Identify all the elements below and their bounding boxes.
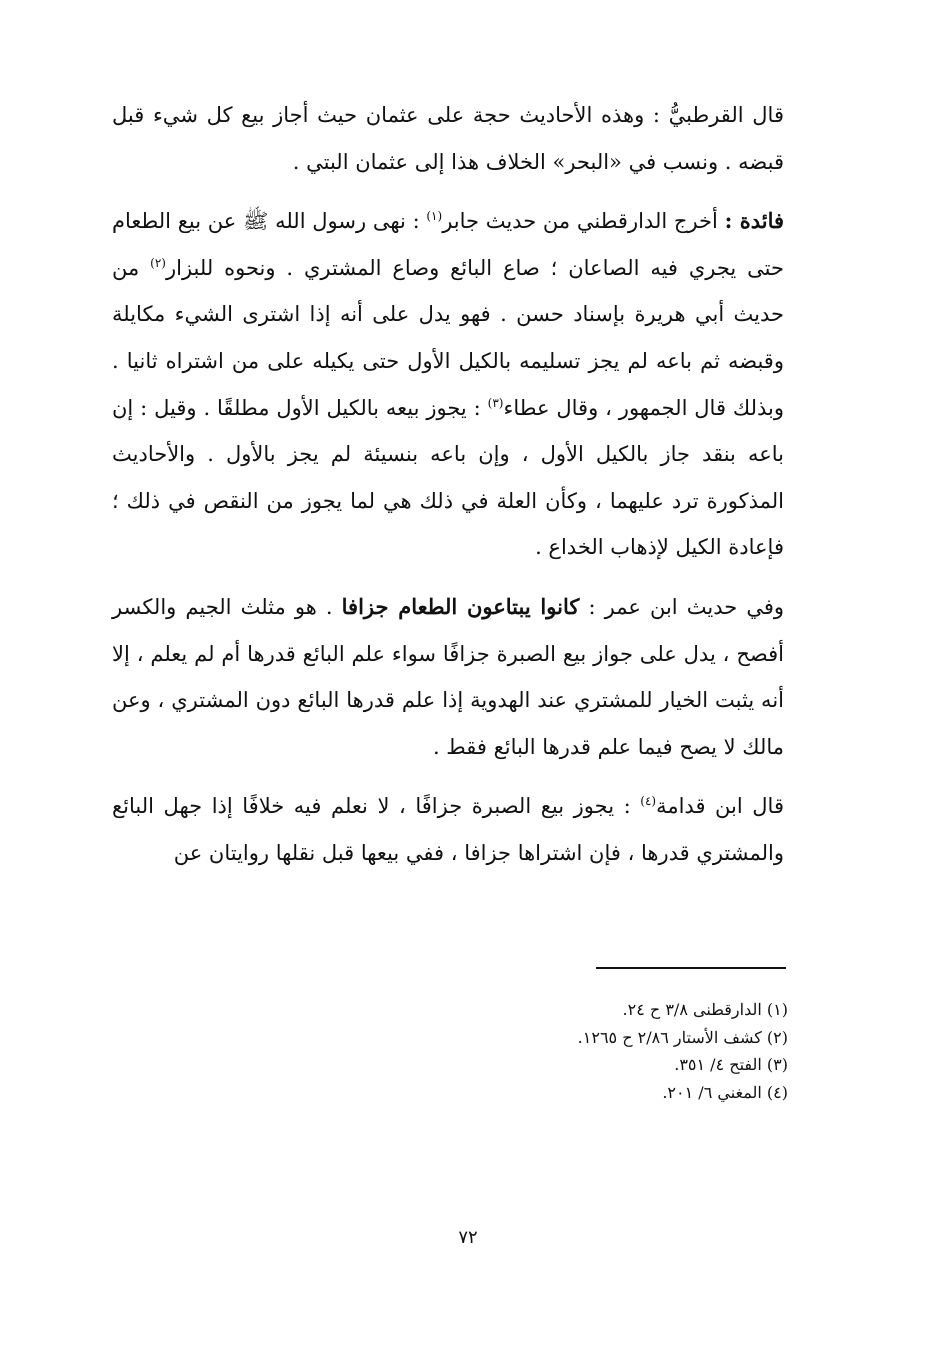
footnote-2: (٢) كشف الأستار ٢/٨٦ ح ١٢٦٥. (577, 1027, 788, 1047)
paragraph-text: قال القرطبيُّ : وهذه الأحاديث حجة على عثمان حيث أجاز بيع كل شيء قبل قبضه . ونسب في «البحر» الخلاف هذا إلى عثمان البتي . (112, 103, 784, 174)
hadith-quote: كانوا يبتاعون الطعام جزافا (341, 593, 580, 619)
footnote-ref-4[interactable]: (٤) (640, 794, 657, 809)
main-text (112, 92, 784, 877)
paragraph-text: : نهى رسول الله ﷺ عن بيع الطعام حتى يجري فيه الصاعان ؛ صاع البائع وصاع المشتري . ونحوه للبزار (112, 209, 784, 280)
footnote-divider (596, 967, 786, 969)
paragraph-faida (112, 198, 784, 571)
paragraph-text: من حديث أبي هريرة بإسناد حسن . فهو يدل على أنه إذا اشترى الشيء مكايلة وقبضه ثم باعه لم يجز تسليمه بالكيل الأول حتى يكيله على من اشتراه ثانيا . وبذلك قال الجمهور ، وقال عطاء (112, 255, 785, 420)
paragraph-ibn-umar (112, 584, 784, 770)
footnote-1: (١) الدارقطنى ٣/٨ ح ٢٤. (622, 1000, 788, 1019)
paragraph-text: قال ابن قدامة (656, 794, 784, 819)
footnote-4: (٤) المغني ٦/ ٢٠١. (662, 1082, 788, 1102)
faida-label: فائدة : (724, 208, 785, 234)
footnote-ref-2[interactable]: (٢) (150, 255, 166, 270)
footnote-ref-1[interactable]: (١) (426, 209, 443, 224)
paragraph-ibn-qudama (112, 783, 784, 876)
page-number: ٧٢ (458, 1227, 478, 1248)
paragraph-text: : يجوز بيعه بالكيل الأول مطلقًا . وقيل : إن باعه بنقد جاز بالكيل الأول ، وإن باعه بنسيئة لم يجز بالأول . والأحاديث المذكورة ترد عليهما ، وكأن العلة في ذلك هي لما يجوز من النقص في ذلك ؛ فإعادة الكيل لإذهاب الخداع . (112, 395, 784, 560)
paragraph-text: . هو مثلث الجيم والكسر أفصح ، يدل على جواز بيع الصبرة جزافًا سواء علم البائع قدرها أم لم يعلم ، إلا أنه يثبت الخيار للمشتري عند الهدوية إذا علم قدرها البائع دون المشتري ، وعن مالك لا يصح فيما علم قدرها البائع فقط . (112, 594, 784, 759)
paragraph-text: : يجوز بيع الصبرة جزافًا ، لا نعلم فيه خلافًا إذا جهل البائع والمشتري قدرها ، فإن اشتراها جزافا ، ففي بيعها قبل نقلها روايتان عن (112, 794, 784, 865)
paragraph-qurtubi (112, 92, 784, 185)
paragraph-text: أخرج الدارقطني من حديث جابر (442, 209, 725, 234)
footnote-ref-3[interactable]: (٣) (487, 395, 504, 410)
paragraph-text: وفي حديث ابن عمر : (579, 594, 784, 619)
footnotes (268, 996, 788, 1106)
footnote-3: (٣) الفتح ٤/ ٣٥١. (674, 1055, 788, 1075)
